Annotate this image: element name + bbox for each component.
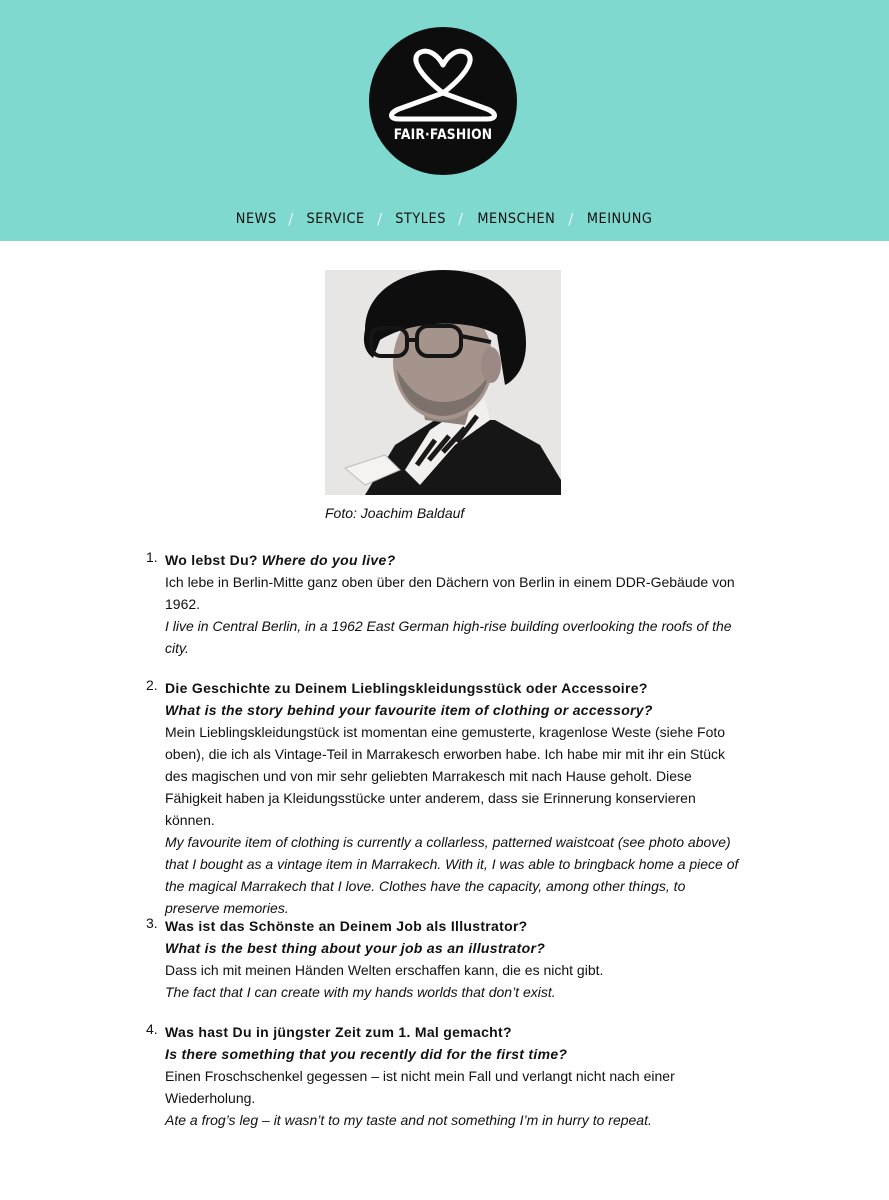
- answer-en: Ate a frog’s leg – it wasn’t to my taste and not something I’m in hurry to repeat.: [165, 1112, 652, 1128]
- site-logo[interactable]: [369, 27, 517, 175]
- answer-de: Mein Lieblingskleidungstück ist momentan eine gemusterte, kragenlose Weste (siehe Foto oben), die ich als Vintage-Teil in Marrakesch erworben habe. Ich habe mir mit ihr ein Stück des magischen und von mir sehr geliebten Marrakesch mit nach Hause geholt. Diese Fähigkeit haben ja Kleidungsstücke unter anderem, dass sie Erinnerung konservieren können.: [165, 724, 726, 828]
- nav-menschen[interactable]: MENSCHEN: [476, 211, 555, 227]
- answer-de: Ich lebe in Berlin-Mitte ganz oben über den Dächern von Berlin in einem DDR-Gebäude von 1962.: [165, 574, 735, 612]
- question-de: Wo lebst Du?: [165, 552, 258, 568]
- question-en: What is the best thing about your job as an illustrator?: [165, 940, 546, 956]
- nav-separator: /: [457, 210, 464, 228]
- nav-styles[interactable]: STYLES: [394, 211, 446, 227]
- qa-number: 2.: [146, 677, 158, 693]
- photo-caption: Foto: Joachim Baldauf: [325, 505, 465, 521]
- answer-de: Dass ich mit meinen Händen Welten erschaffen kann, die es nicht gibt.: [165, 962, 604, 978]
- answer-en: My favourite item of clothing is currently a collarless, patterned waistcoat (see photo above) that I bought as a vintage item in Marrakech. With it, I was able to bringback home a piece of the magical Marrakech that I love. Clothes have the capacity, among other things, to preserve memories.: [165, 834, 739, 916]
- question-en: Where do you live?: [261, 552, 396, 568]
- heart-hanger-icon: [369, 27, 517, 175]
- qa-number: 3.: [146, 915, 158, 931]
- qa-number: 4.: [146, 1021, 158, 1037]
- nav-separator: /: [288, 210, 294, 228]
- nav-news[interactable]: NEWS: [235, 211, 277, 227]
- nav-service[interactable]: SERVICE: [306, 211, 365, 227]
- main-nav: [0, 207, 889, 231]
- nav-meinung[interactable]: MEINUNG: [586, 211, 653, 227]
- question-de: Die Geschichte zu Deinem Lieblingskleidungsstück oder Accessoire?: [165, 680, 648, 696]
- answer-en: I live in Central Berlin, in a 1962 East German high-rise building overlooking the roofs of the city.: [165, 618, 732, 656]
- qa-number: 1.: [146, 549, 158, 565]
- nav-separator: /: [377, 210, 383, 228]
- nav-separator: /: [568, 210, 574, 228]
- logo-text: FAIR·FASHION: [393, 127, 493, 143]
- question-en: Is there something that you recently did for the first time?: [165, 1046, 568, 1062]
- question-de: Was hast Du in jüngster Zeit zum 1. Mal gemacht?: [165, 1024, 512, 1040]
- question-en: What is the story behind your favourite item of clothing or accessory?: [165, 702, 653, 718]
- portrait-photo: [325, 270, 561, 495]
- answer-en: The fact that I can create with my hands worlds that don’t exist.: [165, 984, 556, 1000]
- site-header: [0, 0, 889, 241]
- answer-de: Einen Froschschenkel gegessen – ist nicht mein Fall und verlangt nicht nach einer Wiederholung.: [165, 1068, 675, 1106]
- question-de: Was ist das Schönste an Deinem Job als Illustrator?: [165, 918, 528, 934]
